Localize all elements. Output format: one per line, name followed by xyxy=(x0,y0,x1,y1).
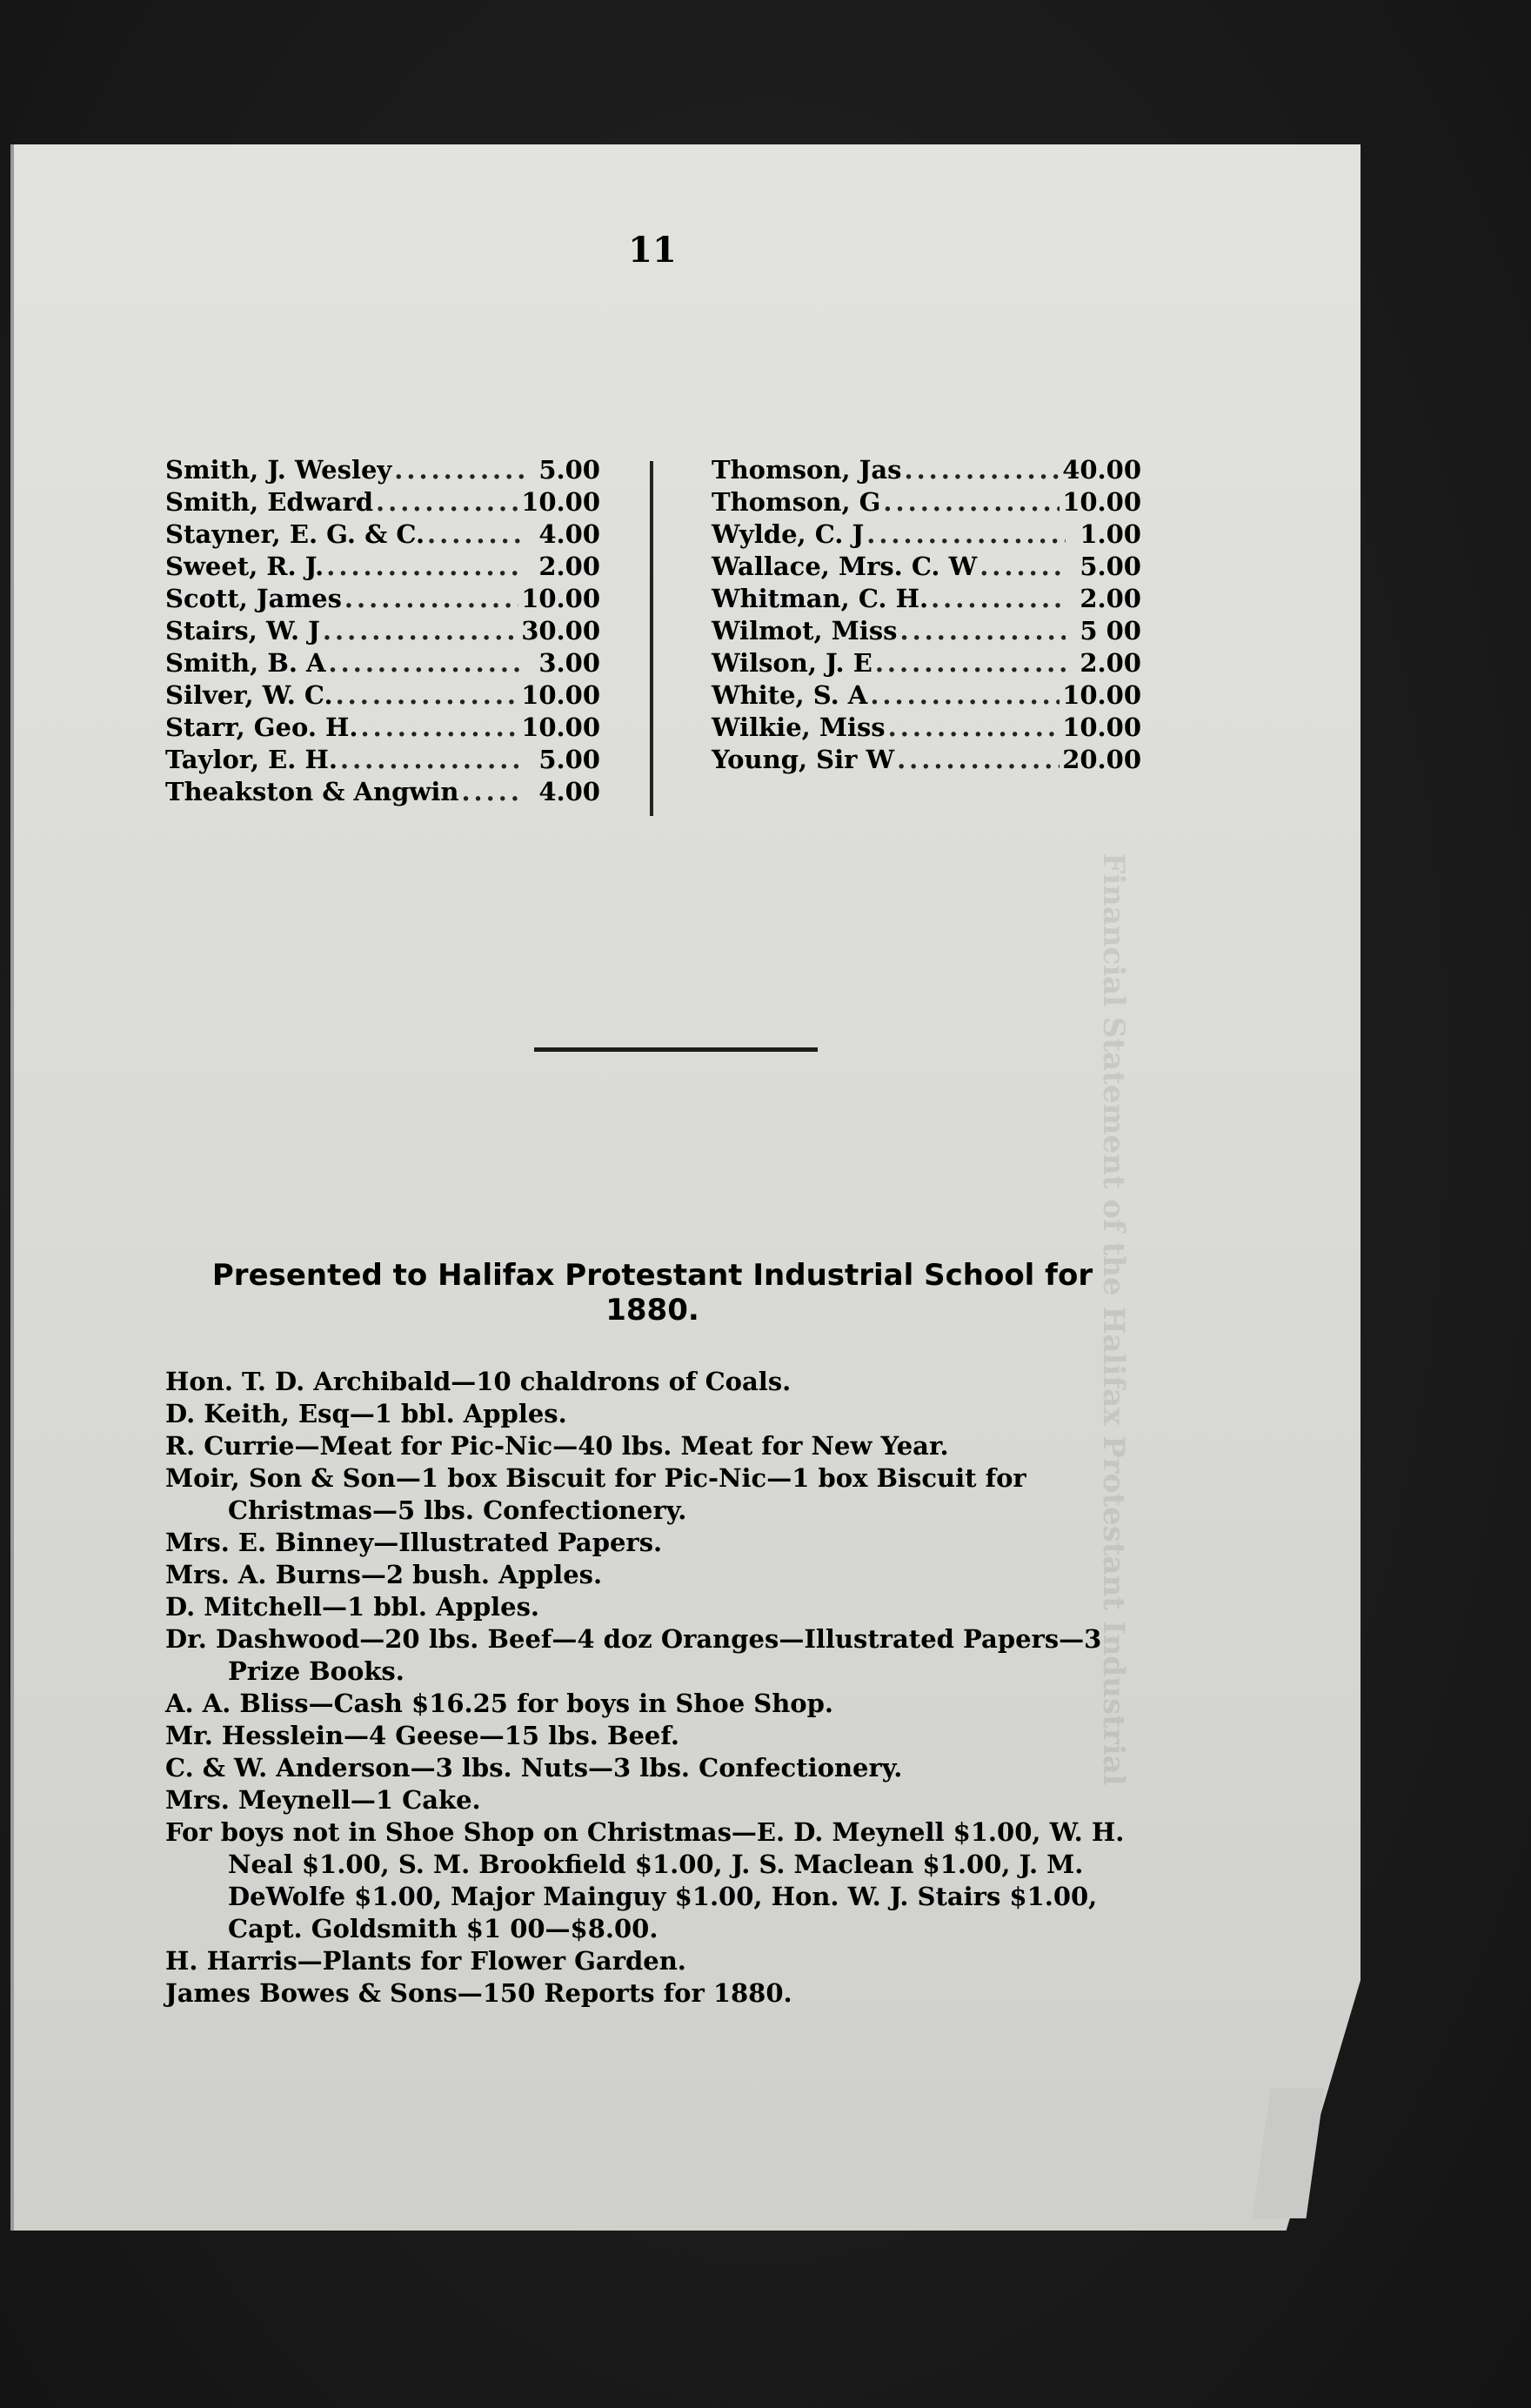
leader-dots xyxy=(461,776,525,808)
subscriber-row xyxy=(165,518,600,551)
subscriber-row xyxy=(165,679,600,712)
leader-dots xyxy=(326,551,525,583)
subscriber-name: Wilkie, Miss xyxy=(712,712,886,742)
subscriber-row xyxy=(712,583,1141,615)
subscriber-name: Wallace, Mrs. C. W xyxy=(712,552,978,581)
subscriber-row xyxy=(712,486,1141,518)
subscriber-name: Smith, Edward xyxy=(165,487,374,517)
page-edge xyxy=(10,144,14,2231)
donation-entry: Hon. T. D. Archibald—10 chaldrons of Coals. xyxy=(165,1367,792,1396)
section-heading-line1: Presented to Halifax Protestant Industrial School for xyxy=(211,1258,1093,1293)
leader-dots xyxy=(870,679,1060,712)
subscriber-name: Smith, J. Wesley xyxy=(165,455,392,485)
subscriber-name: Silver, W. C. xyxy=(165,680,333,710)
leader-dots xyxy=(979,551,1066,583)
subscriber-name: Smith, B. A xyxy=(165,648,326,678)
leader-dots xyxy=(931,583,1066,615)
subscriber-list-right xyxy=(712,454,1141,776)
subscriber-row xyxy=(165,454,600,486)
subscription-amount: 10.00 xyxy=(1062,680,1141,710)
leader-dots xyxy=(376,486,518,518)
subscriber-row xyxy=(165,615,600,647)
subscriber-name: Stairs, W. J xyxy=(165,616,320,645)
donation-entry: Moir, Son & Son—1 box Biscuit for Pic-Nic—1 box Biscuit for Christmas—5 lbs. Confectionery. xyxy=(165,1463,1026,1525)
donation-entry: Mrs. Meynell—1 Cake. xyxy=(165,1785,481,1815)
subscriber-row xyxy=(712,615,1141,647)
donation-entry: Mrs. A. Burns—2 bush. Apples. xyxy=(165,1560,603,1589)
donation-entry: James Bowes & Sons—150 Reports for 1880. xyxy=(165,1978,792,2008)
subscriber-name: Sweet, R. J. xyxy=(165,552,324,581)
leader-dots xyxy=(336,679,519,712)
leader-dots xyxy=(899,615,1066,647)
leader-dots xyxy=(394,454,525,486)
donation-entry: H. Harris—Plants for Flower Garden. xyxy=(165,1946,686,1976)
leader-dots xyxy=(340,744,525,776)
subscriber-row xyxy=(165,486,600,518)
subscriber-row xyxy=(712,647,1141,679)
subscription-amount: 1.00 xyxy=(1080,519,1141,549)
donation-entry: D. Keith, Esq—1 bbl. Apples. xyxy=(165,1399,567,1428)
subscriber-row xyxy=(712,518,1141,551)
leader-dots xyxy=(329,647,525,679)
leader-dots xyxy=(323,615,518,647)
subscriber-name: Wilmot, Miss xyxy=(712,616,898,645)
leader-dots xyxy=(897,744,1060,776)
subscriber-row xyxy=(165,647,600,679)
donation-entry: D. Mitchell—1 bbl. Apples. xyxy=(165,1592,540,1622)
subscriber-row xyxy=(712,744,1141,776)
subscription-amount: 10.00 xyxy=(521,487,600,517)
subscription-amount: 20.00 xyxy=(1062,745,1141,774)
subscriber-row xyxy=(165,712,600,744)
subscription-amount: 10.00 xyxy=(521,584,600,613)
subscription-amount: 5.00 xyxy=(538,455,600,485)
section-heading-line2: 1880. xyxy=(605,1293,699,1328)
subscriber-row xyxy=(165,583,600,615)
donation-entry: A. A. Bliss—Cash $16.25 for boys in Shoe Shop. xyxy=(165,1689,833,1718)
column-divider xyxy=(650,461,653,816)
donation-entry: R. Currie—Meat for Pic-Nic—40 lbs. Meat for New Year. xyxy=(165,1431,949,1461)
subscriber-row xyxy=(165,551,600,583)
subscriber-name: Thomson, Jas xyxy=(712,455,902,485)
subscription-amount: 4.00 xyxy=(538,777,600,806)
subscription-amount: 10.00 xyxy=(1062,712,1141,742)
subscriber-row xyxy=(165,744,600,776)
page-number: 11 xyxy=(628,230,677,271)
subscriber-name: Theakston & Angwin xyxy=(165,777,459,806)
leader-dots xyxy=(875,647,1066,679)
subscriber-name: Wylde, C. J xyxy=(712,519,865,549)
donation-entry: C. & W. Anderson—3 lbs. Nuts—3 lbs. Confectionery. xyxy=(165,1753,903,1783)
leader-dots xyxy=(883,486,1060,518)
subscription-amount: 2.00 xyxy=(1080,648,1141,678)
subscription-amount: 40.00 xyxy=(1062,455,1141,485)
subscription-amount: 30.00 xyxy=(521,616,600,645)
donation-entries xyxy=(165,1366,1147,2010)
subscription-amount: 5.00 xyxy=(1080,552,1141,581)
subscriber-name: Wilson, J. E xyxy=(712,648,872,678)
subscriber-name: Taylor, E. H. xyxy=(165,745,338,774)
subscriber-name: Young, Sir W xyxy=(712,745,895,774)
leader-dots xyxy=(361,712,519,744)
section-heading xyxy=(165,1258,1140,1328)
subscriber-row xyxy=(712,454,1141,486)
subscriber-name: Starr, Geo. H. xyxy=(165,712,358,742)
subscriber-row xyxy=(712,712,1141,744)
subscription-amount: 10.00 xyxy=(521,680,600,710)
subscriber-row xyxy=(712,551,1141,583)
donation-entry: For boys not in Shoe Shop on Christmas—E. D. Meynell $1.00, W. H. Neal $1.00, S. M. Brookfield $1.00, J. S. Maclean $1.00, J. M. DeWolfe $1.00, Major Mainguy $1.00, Hon. W. J. Stairs $1.00, Capt. Goldsmith $1 00—$8.00. xyxy=(165,1817,1125,1943)
subscription-amount: 10.00 xyxy=(521,712,600,742)
section-rule xyxy=(534,1047,818,1052)
subscription-amount: 5 00 xyxy=(1080,616,1141,645)
leader-dots xyxy=(427,518,525,551)
leader-dots xyxy=(344,583,518,615)
leader-dots xyxy=(888,712,1060,744)
subscription-amount: 2.00 xyxy=(1080,584,1141,613)
subscriber-list-left xyxy=(165,454,600,808)
subscription-amount: 10.00 xyxy=(1062,487,1141,517)
subscriber-name: Scott, James xyxy=(165,584,342,613)
leader-dots xyxy=(866,518,1066,551)
subscriber-row xyxy=(165,776,600,808)
subscriber-name: White, S. A xyxy=(712,680,868,710)
subscription-amount: 3.00 xyxy=(538,648,600,678)
subscriber-name: Stayner, E. G. & C. xyxy=(165,519,425,549)
subscription-amount: 2.00 xyxy=(538,552,600,581)
subscriber-name: Whitman, C. H. xyxy=(712,584,929,613)
subscriber-row xyxy=(712,679,1141,712)
donation-entry: Mrs. E. Binney—Illustrated Papers. xyxy=(165,1528,663,1557)
subscriber-name: Thomson, G xyxy=(712,487,881,517)
subscription-amount: 5.00 xyxy=(538,745,600,774)
subscription-amount: 4.00 xyxy=(538,519,600,549)
donation-entry: Dr. Dashwood—20 lbs. Beef—4 doz Oranges—Illustrated Papers—3 Prize Books. xyxy=(165,1624,1102,1686)
donation-entry: Mr. Hesslein—4 Geese—15 lbs. Beef. xyxy=(165,1721,679,1750)
leader-dots xyxy=(904,454,1060,486)
